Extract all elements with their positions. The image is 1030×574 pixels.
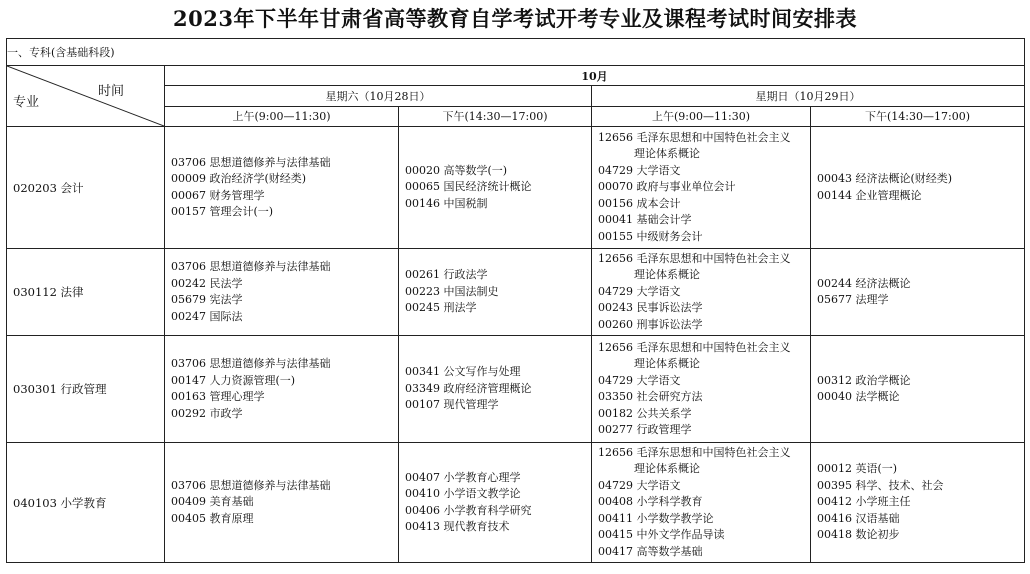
- course-item: 00312 政治学概论: [817, 373, 911, 387]
- slot-header-sun-am: 上午(9:00—11:30): [592, 106, 811, 126]
- day-header-saturday: 星期六（10月28日）: [165, 86, 592, 106]
- course-item: 00408 小学科学教育: [598, 495, 703, 509]
- course-item: 00067 财务管理学: [171, 188, 265, 202]
- course-item: 00416 汉语基础: [817, 511, 900, 525]
- course-cell-sat-am: [165, 249, 399, 336]
- course-item: 00009 政治经济学(财经类): [171, 172, 307, 185]
- course-item: 05679 宪法学: [171, 293, 243, 306]
- slot-header-sun-pm: 下午(14:30—17:00): [811, 106, 1025, 126]
- course-item: 04729 大学语文: [598, 478, 681, 492]
- course-cell-sun-pm: [811, 127, 1025, 249]
- course-item: 00407 小学教育心理学: [405, 470, 521, 484]
- course-item: 04729 大学语文: [598, 284, 681, 298]
- course-item: 00277 行政管理学: [598, 423, 692, 436]
- course-item: 00244 经济法概论: [817, 276, 911, 290]
- course-item: 00020 高等数学(一): [405, 163, 508, 177]
- course-cell-sat-am: [165, 443, 399, 563]
- course-item: 00341 公文写作与处理: [405, 365, 521, 379]
- course-item: 00163 管理心理学: [171, 390, 265, 403]
- course-item: 00405 教育原理: [171, 511, 254, 525]
- course-item: 理论体系概论: [634, 357, 700, 370]
- corner-time-label: 时间: [97, 84, 124, 99]
- course-cell-sun-am: [592, 336, 811, 443]
- course-item: 00418 数论初步: [817, 528, 900, 542]
- table-row: [7, 443, 1025, 563]
- course-item: 00292 市政学: [171, 406, 243, 420]
- course-item: 理论体系概论: [634, 268, 700, 282]
- course-item: 00409 美育基础: [171, 495, 254, 509]
- major-name: 030112 法律: [7, 249, 165, 336]
- header-row-month: [7, 66, 1025, 86]
- course-item: 00156 成本会计: [598, 196, 681, 210]
- course-cell-sun-pm: [811, 336, 1025, 443]
- table-row: [7, 127, 1025, 249]
- corner-major-label: 专业: [13, 95, 40, 110]
- course-item: 12656 毛泽东思想和中国特色社会主义: [598, 340, 791, 354]
- course-item: 00065 国民经济统计概论: [405, 180, 532, 194]
- course-item: 03706 思想道德修养与法律基础: [171, 478, 331, 492]
- course-item: 00223 中国法制史: [405, 284, 499, 298]
- course-cell-sat-pm: [399, 336, 592, 443]
- course-item: 00043 经济法概论(财经类): [817, 172, 953, 185]
- course-item: 00155 中级财务会计: [598, 229, 703, 243]
- course-cell-sat-am: [165, 127, 399, 249]
- course-cell-sat-am: [165, 336, 399, 443]
- course-item: 00406 小学教育科学研究: [405, 503, 532, 517]
- corner-cell: [7, 66, 165, 127]
- course-item: 00147 人力资源管理(一): [171, 373, 296, 387]
- slot-header-sat-pm: 下午(14:30—17:00): [399, 106, 592, 126]
- section-title: 一、专科(含基础科段): [7, 39, 1025, 66]
- course-item: 05677 法理学: [817, 293, 889, 306]
- course-cell-sat-pm: [399, 249, 592, 336]
- course-item: 00415 中外文学作品导读: [598, 528, 725, 542]
- course-cell-sun-am: [592, 127, 811, 249]
- course-item: 理论体系概论: [634, 462, 700, 476]
- course-cell-sat-pm: [399, 443, 592, 563]
- course-item: 03706 思想道德修养与法律基础: [171, 357, 331, 370]
- course-item: 04729 大学语文: [598, 163, 681, 177]
- course-item: 00242 民法学: [171, 276, 243, 290]
- course-item: 00146 中国税制: [405, 196, 488, 210]
- day-header-sunday: 星期日（10月29日）: [592, 86, 1025, 106]
- course-item: 00395 科学、技术、社会: [817, 478, 944, 492]
- table-row: [7, 249, 1025, 336]
- course-item: 00245 刑法学: [405, 301, 477, 315]
- major-name: 030301 行政管理: [7, 336, 165, 443]
- course-item: 04729 大学语文: [598, 373, 681, 387]
- course-cell-sun-am: [592, 443, 811, 563]
- course-item: 00040 法学概论: [817, 390, 900, 403]
- course-item: 00413 现代教育技术: [405, 520, 510, 533]
- course-item: 00247 国际法: [171, 309, 243, 323]
- course-item: 00107 现代管理学: [405, 398, 499, 412]
- course-item: 00182 公共关系学: [598, 406, 692, 420]
- course-item: 03350 社会研究方法: [598, 390, 703, 403]
- major-name: 020203 会计: [7, 127, 165, 249]
- course-item: 12656 毛泽东思想和中国特色社会主义: [598, 445, 791, 459]
- course-cell-sun-pm: [811, 443, 1025, 563]
- course-item: 00411 小学数学教学论: [598, 511, 714, 525]
- course-item: 00070 政府与事业单位会计: [598, 180, 736, 194]
- table-row: [7, 336, 1025, 443]
- course-item: 03706 思想道德修养与法律基础: [171, 260, 331, 273]
- course-item: 03349 政府经济管理概论: [405, 381, 532, 395]
- course-item: 00041 基础会计学: [598, 213, 692, 227]
- course-item: 00412 小学班主任: [817, 495, 911, 509]
- course-cell-sun-pm: [811, 249, 1025, 336]
- course-cell-sat-pm: [399, 127, 592, 249]
- course-item: 00410 小学语文教学论: [405, 487, 521, 500]
- course-item: 理论体系概论: [634, 147, 700, 161]
- course-cell-sun-am: [592, 249, 811, 336]
- page-title: 2023年下半年甘肃省高等教育自学考试开考专业及课程考试时间安排表: [173, 6, 857, 31]
- schedule-table: [6, 38, 1025, 563]
- course-item: 00012 英语(一): [817, 462, 898, 476]
- slot-header-sat-am: 上午(9:00—11:30): [165, 106, 399, 126]
- course-item: 00417 高等数学基础: [598, 544, 703, 558]
- course-item: 00157 管理会计(一): [171, 205, 274, 218]
- course-item: 03706 思想道德修养与法律基础: [171, 155, 331, 169]
- course-item: 00243 民事诉讼法学: [598, 301, 703, 315]
- course-item: 00260 刑事诉讼法学: [598, 317, 703, 331]
- course-item: 12656 毛泽东思想和中国特色社会主义: [598, 251, 791, 265]
- major-name: 040103 小学教育: [7, 443, 165, 563]
- section-row: [7, 39, 1025, 66]
- month-header: 10月: [165, 66, 1025, 86]
- course-item: 00261 行政法学: [405, 268, 488, 282]
- course-item: 12656 毛泽东思想和中国特色社会主义: [598, 130, 791, 144]
- course-item: 00144 企业管理概论: [817, 188, 922, 202]
